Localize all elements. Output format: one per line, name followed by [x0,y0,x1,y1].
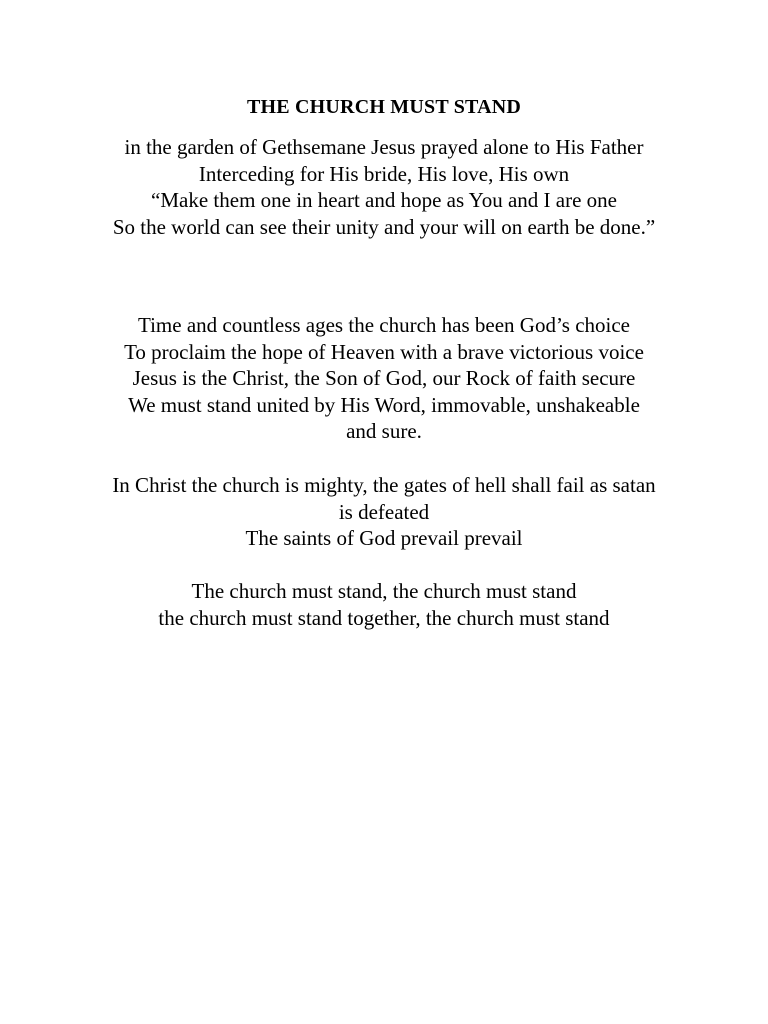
stanza-line: The church must stand, the church must stand [191,579,577,603]
stanza-line: The saints of God prevail prevail [245,526,523,551]
stanza-line: and sure. [346,419,422,444]
page-title: THE CHURCH MUST STAND [246,96,522,118]
stanza-line: Time and countless ages the church has been God’s choice [137,313,630,337]
stanza-line: In Christ the church is mighty, the gates of hell shall fail as satan [112,473,656,497]
stanza-line: So the world can see their unity and your will on earth be done.” [112,214,656,239]
stanza-line: Jesus is the Christ, the Son of God, our Rock of faith secure [132,366,636,391]
stanza-line: Interceding for His bride, His love, His own [198,161,570,186]
stanza-1 [0,134,768,240]
stanza-2 [0,312,768,445]
stanza-line: is defeated [338,499,430,524]
stanza-4 [0,578,768,631]
stanza-line: “Make them one in heart and hope as You and I are one [151,188,617,213]
stanza-line: We must stand united by His Word, immovable, unshakeable [128,392,640,417]
stanza-line: the church must stand together, the church must stand [158,605,610,630]
stanza-3 [0,472,768,552]
stanza-line: To proclaim the hope of Heaven with a brave victorious voice [124,339,644,364]
stanza-line: in the garden of Gethsemane Jesus prayed alone to His Father [124,135,644,159]
